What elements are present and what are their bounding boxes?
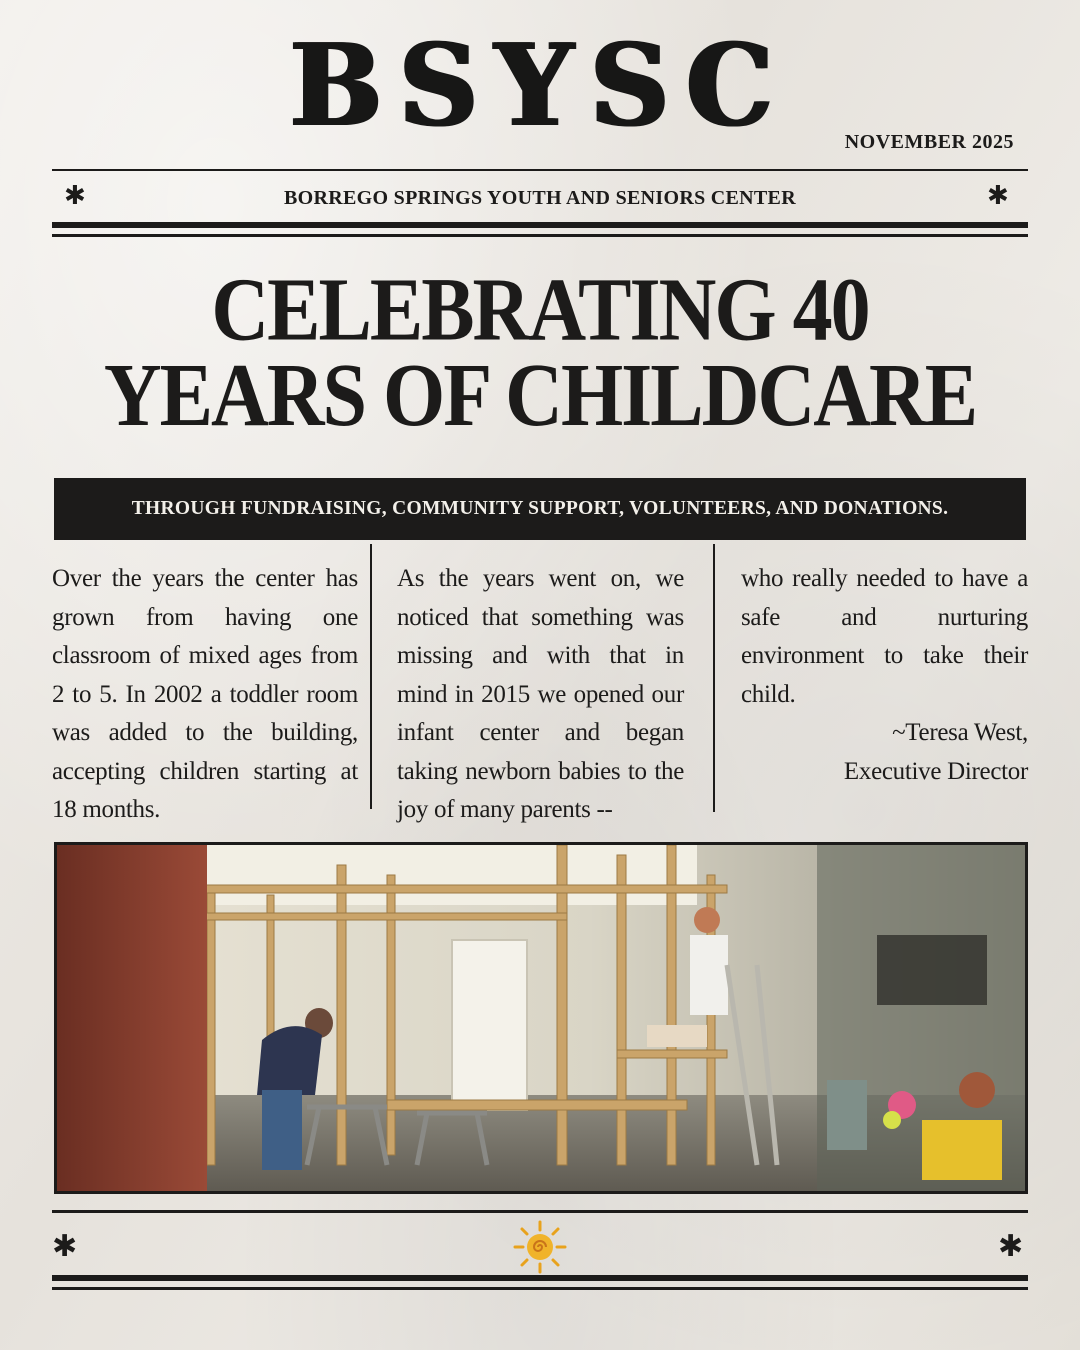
asterisk-ornament-icon: ✱ [987,181,1009,211]
header-rule-thick [52,222,1028,228]
footer-rule-thick [52,1275,1028,1281]
signature-title: Executive Director [843,757,1028,785]
sun-logo-icon [512,1219,568,1280]
article-column-2 [397,560,684,830]
header-rule-thin [52,234,1028,237]
asterisk-ornament-icon: ✱ [52,1229,78,1264]
column-2-text: As the years went on, we noticed that something was missing and with that in mind in 2015 we opened our infant center and began taking newborn babies to the joy of many parents -- [397,565,684,823]
footer-rule-thin [52,1287,1028,1290]
tagline-text: THROUGH FUNDRAISING, COMMUNITY SUPPORT, VOLUNTEERS, AND DONATIONS. [131,498,949,519]
tagline-banner [54,478,1026,540]
article-column-1 [52,560,358,830]
headline-line-2: YEARS OF CHILDCARE [103,346,977,445]
page-headline [0,261,1080,445]
organization-name: BORREGO SPRINGS YOUTH AND SENIORS CENTER [284,187,796,209]
signature-name: ~Teresa West, [892,719,1028,746]
footer-rule-top [52,1210,1028,1213]
issue-date: NOVEMBER 2025 [844,131,1014,153]
header-rule-top [52,169,1028,171]
column-3-text: who really needed to have a safe and nurturing environment to take their child. [741,565,1028,708]
headline-line-1: CELEBRATING 40 [211,261,869,360]
column-1-text: Over the years the center has grown from having one classroom of mixed ages from 2 to 5. In 2002 a toddler room was added to the building, accepting children starting at 18 months. [52,565,358,823]
column-divider [370,544,372,809]
asterisk-ornament-icon: ✱ [64,181,86,211]
construction-photo [54,842,1028,1194]
asterisk-ornament-icon: ✱ [998,1229,1024,1264]
column-divider [713,544,715,812]
masthead-logo: BSYSC [289,19,791,153]
article-column-3 [741,560,1028,791]
